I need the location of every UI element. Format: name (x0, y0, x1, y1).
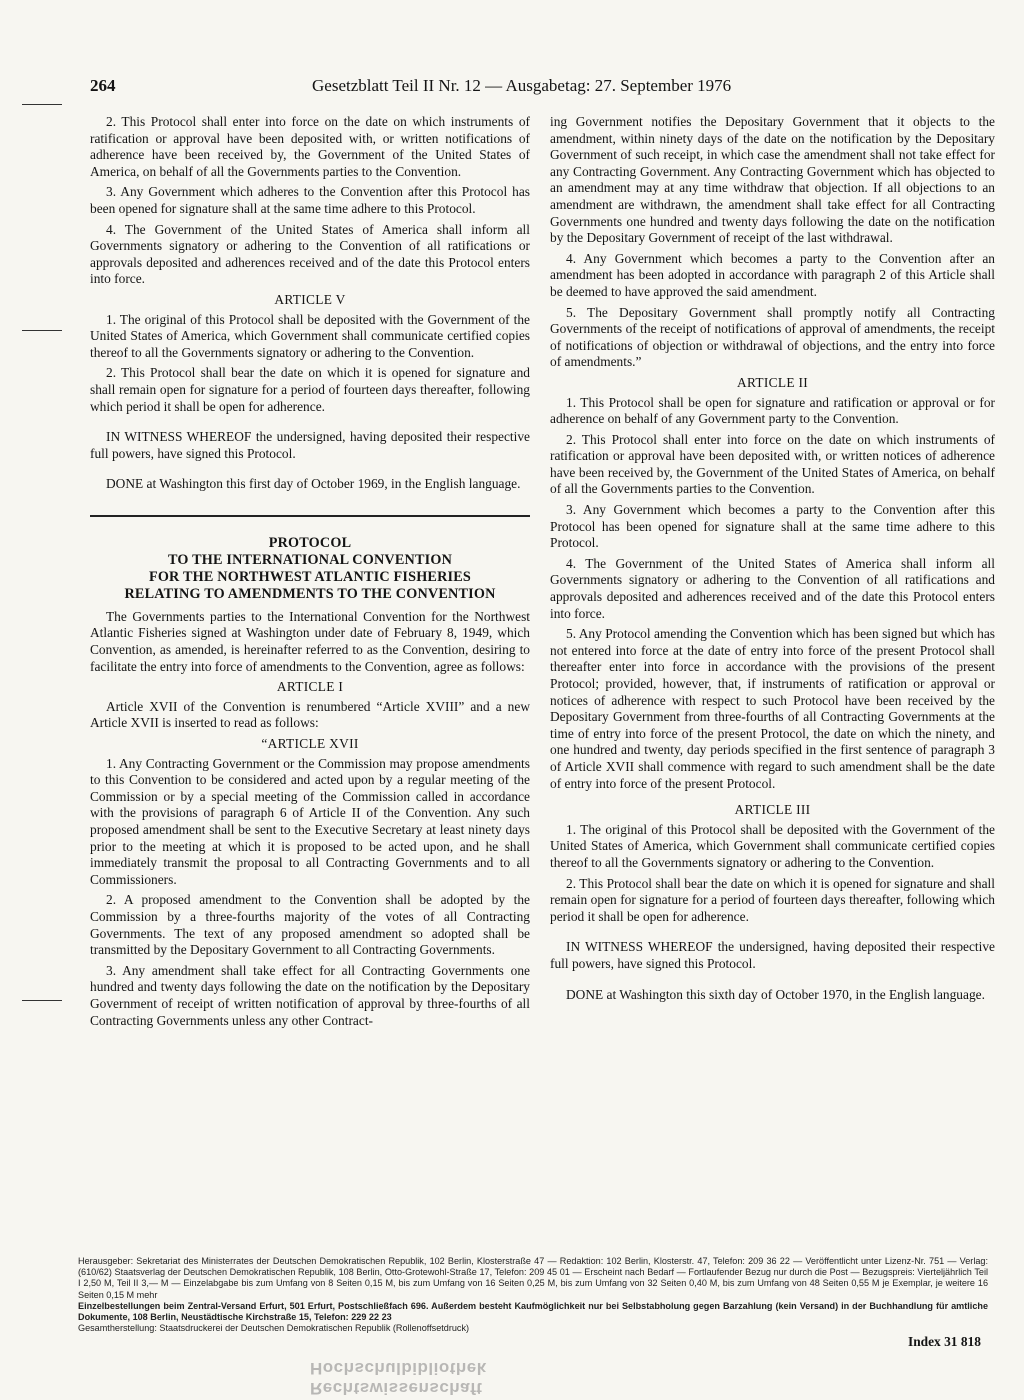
left-column (90, 114, 530, 1033)
imprint-printer: Gesamtherstellung: Staatsdruckerei der Deutschen Demokratischen Republik (Rollenoffsetdruck) (78, 1323, 470, 1334)
paragraph: 4. The Government of the United States of America shall inform all Governments signatory or adhering to the Convention of all ratifications or approvals deposited and adherences received and of the date this Protocol enters into force. (90, 221, 530, 287)
section-divider (90, 515, 530, 517)
done-clause: DONE at Washington this sixth day of October 1970, in the English language. (566, 986, 985, 1002)
paragraph: 5. Any Protocol amending the Convention which has been signed but which has not entered into force at the date of entry into force of the present Protocol shall thereafter enter into force in accordance with the provisions of the present Protocol; provided, however, that, if instruments of ratification or approval or notices of adherence with respect to such Protocol have been received by the Depositary Government from three-fourths of all Contracting Governments at the time of entry into force of the present Protocol, the date on which the ninety, and one hundred and twenty, day periods specified in the first sentence of paragraph 3 of Article XVII shall commence with regard to such amendment shall be the date of entry into force of the present Protocol. (550, 626, 995, 791)
preamble: The Governments parties to the International Convention for the Northwest Atlantic Fisheries signed at Washington under date of February 8, 1949, which Convention, as amended, is hereinafter referred to as the Convention, desiring to facilitate the entry into force of amendments to the Convention, agree as follows: (90, 608, 530, 674)
imprint-footer (78, 1256, 988, 1334)
done-clause: DONE at Washington this first day of October 1969, in the English language. (106, 476, 521, 492)
paragraph: 2. This Protocol shall bear the date on which it is opened for signature and shall remain open for signature for a period of fourteen days thereafter, following which period it shall be open for adherence. (550, 875, 995, 924)
witness-clause: IN WITNESS WHEREOF the undersigned, having deposited their respective full powers, have signed this Protocol. (550, 939, 995, 971)
paragraph: 1. The original of this Protocol shall be deposited with the Government of the United States of America, which Government shall communicate certified copies thereof to all the Governments signatory or adhering to the Convention. (550, 821, 995, 870)
paragraph: ing Government notifies the Depositary Government that it objects to the amendment, within ninety days of the date on the notification by the Depositary Government of such receipt, in which case the amendment shall not take effect for any Contracting Government. Any Contracting Government which has objected to an amendment may at any time withdraw that objection. If all objections to an amendment are withdrawn, the amendment shall take effect for all Contracting Governments one hundred and twenty days following the date on the notification by the Depositary Government of receipt of the last withdrawal. (550, 114, 995, 246)
protocol-title (90, 535, 530, 603)
paragraph: 5. The Depositary Government shall promptly notify all Contracting Governments of the receipt of notifications of approval of amendments, the receipt of notifications of objection or withdrawal of objections, and the entry into force of amendments.” (550, 304, 995, 370)
paragraph: 2. This Protocol shall enter into force on the date on which instruments of ratification or approval have been deposited with, or written notifications of adherence have been received by, the Government of the United States of America, on behalf of all the Governments parties to the Convention. (90, 114, 530, 179)
article-heading: ARTICLE V (274, 291, 346, 307)
index-number: Index 31 818 (908, 1334, 981, 1349)
page-number: 264 (90, 76, 116, 95)
paragraph: 1. Any Contracting Government or the Commission may propose amendments to this Convention to be considered and acted upon by a regular meeting of the Commission or by a special meeting of the Commission called in accordance with the provisions of paragraph 6 of Article II of the Convention. Any such proposed amendment shall be sent to the Executive Secretary at least ninety days prior to the meeting at which it is proposed to be acted upon, and he shall immediately transmit the proposal to all Contracting Governments and to all Commissioners. (90, 755, 530, 887)
paragraph: 3. Any amendment shall take effect for all Contracting Governments one hundred and twenty days following the date on the notification by the Depositary Government of receipt of written notification of approval by three-fourths of all Contracting Governments unless any other Contract- (90, 962, 530, 1028)
right-column (550, 114, 995, 1007)
margin-mark (22, 1000, 62, 1001)
paragraph: 1. The original of this Protocol shall be deposited with the Government of the United States of America, which Government shall communicate certified copies thereof to all the Governments signatory or adhering to the Convention. (90, 311, 530, 360)
stamp-line: Rechtswissenschaft (310, 1379, 483, 1398)
article-heading: “ARTICLE XVII (261, 736, 359, 752)
protocol-title-line: RELATING TO AMENDMENTS TO THE CONVENTION (124, 585, 496, 602)
article-heading: ARTICLE III (734, 802, 811, 818)
page-header (90, 76, 990, 98)
paragraph: 4. The Government of the United States of America shall inform all Governments signatory or adhering to the Convention of all ratifications and approvals deposited and adherences received and of the date this Protocol enters into force. (550, 555, 995, 621)
protocol-title-line: TO THE INTERNATIONAL CONVENTION (167, 551, 453, 568)
paragraph: 3. Any Government which adheres to the Convention after this Protocol has been opened for signature shall at the same time adhere to this Protocol. (90, 184, 530, 216)
paragraph: 2. This Protocol shall bear the date on which it is opened for signature and shall remain open for signature for a period of fourteen days thereafter, following which period it shall be open for adherence. (90, 365, 530, 414)
protocol-title-line: FOR THE NORTHWEST ATLANTIC FISHERIES (148, 568, 472, 585)
paragraph: 2. A proposed amendment to the Convention shall be adopted by the Commission by a three-fourths majority of the votes of all Contracting Governments. The text of any proposed amendment so adopted shall be transmitted by the Depositary Government to all Contracting Governments. (90, 892, 530, 958)
paragraph: Article XVII of the Convention is renumbered “Article XVIII” and a new Article XVII is inserted to read as follows: (90, 698, 530, 731)
imprint-publisher: Herausgeber: Sekretariat des Ministerrates der Deutschen Demokratischen Republik, 102 Berlin, Klosterstraße 47 — Redaktion: 102 Berlin, Klosterstr. 47, Telefon: 209 36 22 — Veröffentlicht unter Lizenz-Nr. 751 — Verlag: (610/62) Staatsverlag der Deutschen Demokratischen Republik, 108 Berlin, Otto-Grotewohl-Straße 17, Telefon: 209 45 01 — Erscheint nach Bedarf — Fortlaufender Bezug nur durch die Post — Bezugspreis: Vierteljährlich Teil I 2,50 M, Teil II 3,— M — Einzelabgabe bis zum Umfang von 8 Seiten 0,15 M, bis zum Umfang von 16 Seiten 0,25 M, bis zum Umfang von 32 Seiten 0,40 M, bis zum Umfang von 48 Seiten 0,55 M je Exemplar, je weitere 16 Seiten 0,15 M mehr (78, 1256, 988, 1300)
witness-clause: IN WITNESS WHEREOF the undersigned, having deposited their respective full powers, have signed this Protocol. (90, 429, 530, 461)
library-stamp (310, 1354, 640, 1398)
publication-title: Gesetzblatt Teil II Nr. 12 — Ausgabetag: 27. September 1976 (312, 76, 732, 95)
margin-mark (22, 104, 62, 105)
paragraph: 3. Any Government which becomes a party to the Convention after this Protocol has been opened for signature shall at the same time adhere to this Protocol. (550, 502, 995, 551)
article-heading: ARTICLE I (276, 679, 344, 695)
protocol-title-line: PROTOCOL (268, 534, 352, 551)
imprint-orders: Einzelbestellungen beim Zentral-Versand Erfurt, 501 Erfurt, Postschließfach 696. Außerdem besteht Kaufmöglichkeit nur bei Selbstabholung gegen Barzahlung (kein Versand) in der Buchhandlung für amtliche Dokumente, 108 Berlin, Neustädtische Kirchstraße 15, Telefon: 229 22 23 (78, 1300, 988, 1323)
article-heading: ARTICLE II (737, 374, 808, 390)
paragraph: 2. This Protocol shall enter into force on the date on which instruments of ratification or approval have been deposited with, or written notices of adherence have been received by, the Government of the United States of America, on behalf of all the Governments parties to the Convention. (550, 431, 995, 497)
margin-mark (22, 330, 62, 331)
stamp-line: Hochschulbibliothek (310, 1359, 487, 1378)
paragraph: 4. Any Government which becomes a party to the Convention after an amendment has been adopted in accordance with paragraph 2 of this Article shall be deemed to have approved the said amendment. (550, 250, 995, 299)
paragraph: 1. This Protocol shall be open for signature and ratification or approval or for adherence on behalf of any Government party to the Convention. (550, 394, 995, 427)
